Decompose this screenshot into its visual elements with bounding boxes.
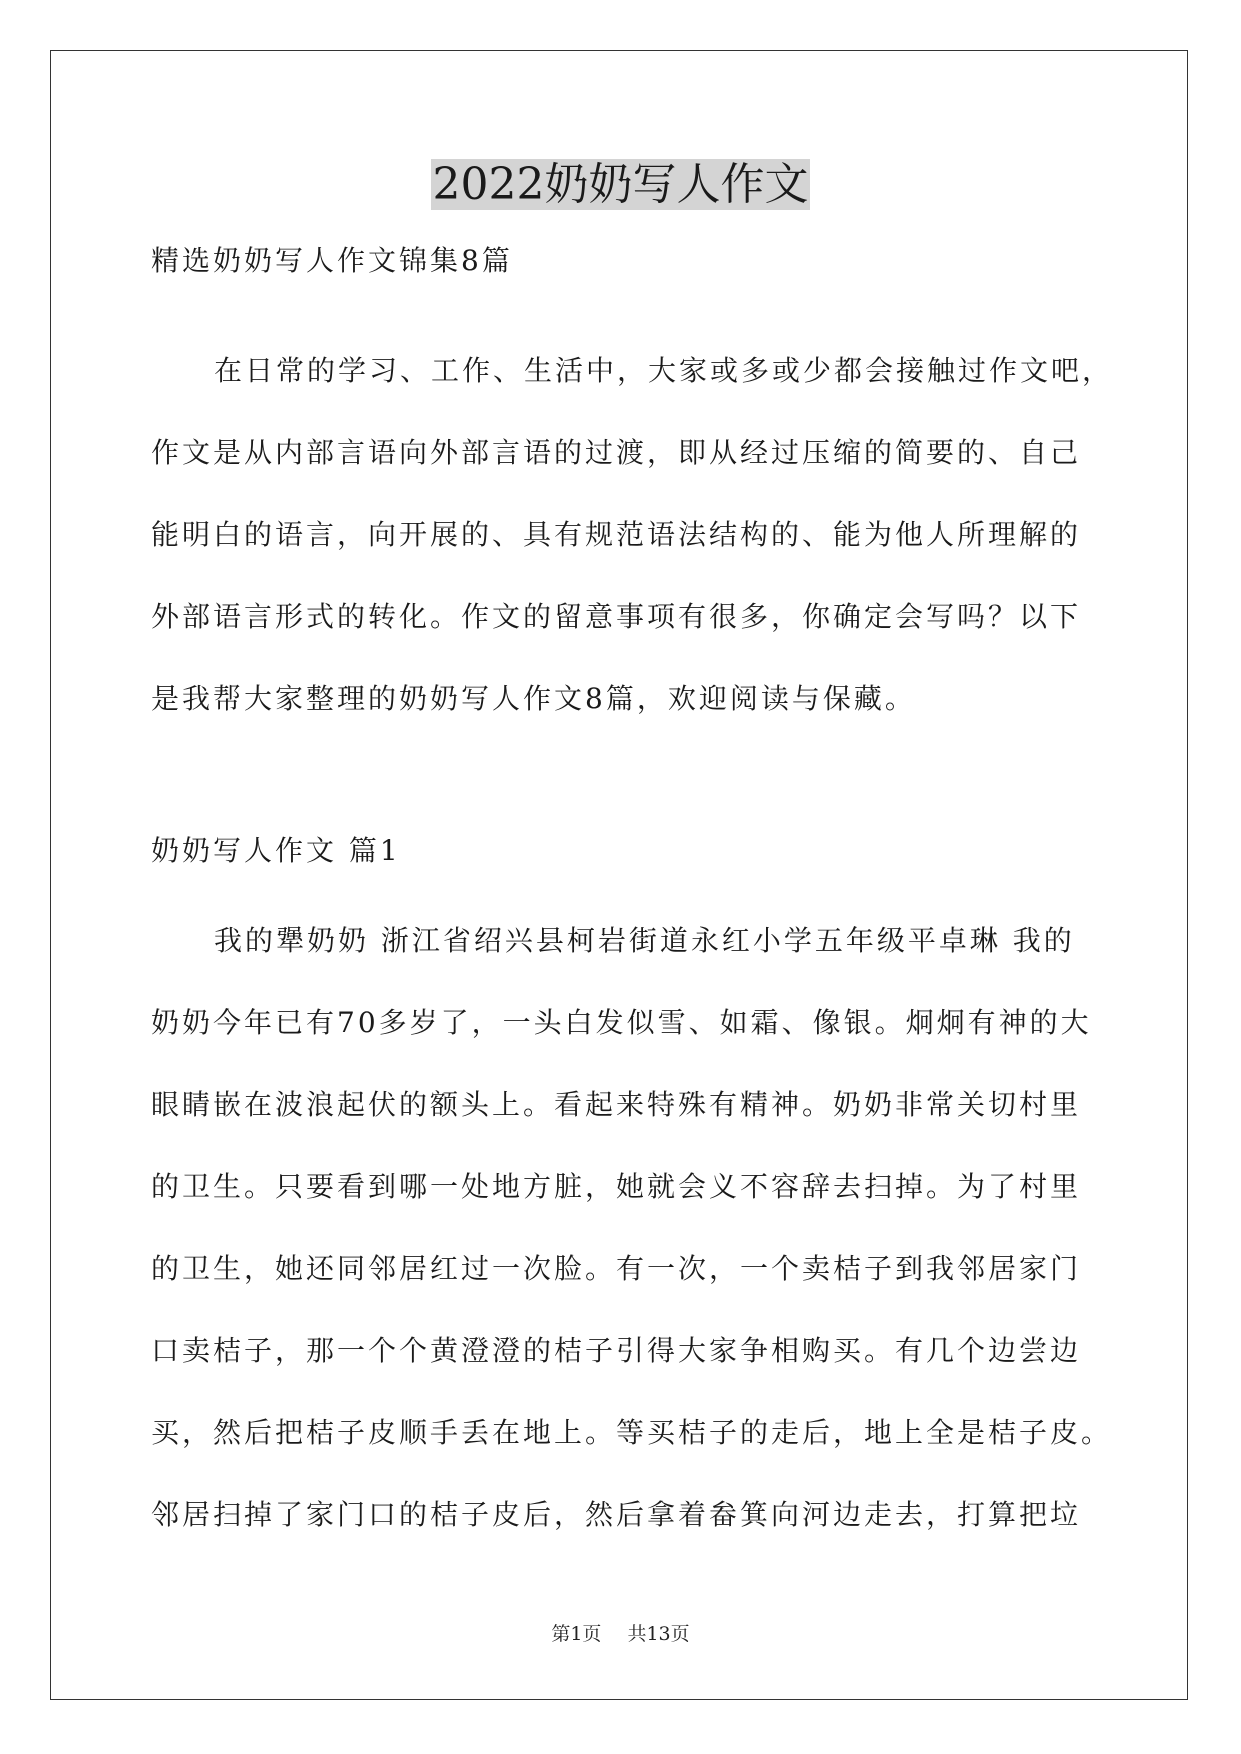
document-subtitle: 精选奶奶写人作文锦集8篇 [151,244,513,277]
paragraph-line: 是我帮大家整理的奶奶写人作文8篇，欢迎阅读与保藏。 [151,682,916,715]
section-heading: 奶奶写人作文 篇1 [151,834,401,867]
paragraph-line: 眼睛嵌在波浪起伏的额头上。看起来特殊有精神。奶奶非常关切村里 [151,1088,1082,1121]
document-title [0,154,1241,216]
paragraph-line: 邻居扫掉了家门口的桔子皮后，然后拿着畚箕向河边走去，打算把垃 [151,1498,1082,1531]
paragraph-line: 外部语言形式的转化。作文的留意事项有很多，你确定会写吗？以下 [151,600,1082,633]
section-paragraph [151,900,1113,1556]
paragraph-line: 在日常的学习、工作、生活中，大家或多或少都会接触过作文吧， [214,354,1114,387]
paragraph-line: 能明白的语言，向开展的、具有规范语法结构的、能为他人所理解的 [151,518,1082,551]
paragraph-line: 买，然后把桔子皮顺手丢在地上。等买桔子的走后，地上全是桔子皮。 [151,1416,1113,1449]
page-number-current: 第1页 [551,1623,602,1645]
page-footer [0,1620,1241,1648]
paragraph-line: 作文是从内部言语向外部言语的过渡，即从经过压缩的简要的、自己 [151,436,1082,469]
page-number-total: 共13页 [627,1623,690,1645]
paragraph-line: 口卖桔子，那一个个黄澄澄的桔子引得大家争相购买。有几个边尝边 [151,1334,1082,1367]
paragraph-line: 奶奶今年已有70多岁了，一头白发似雪、如霜、像银。炯炯有神的大 [151,1006,1092,1039]
paragraph-line: 的卫生，她还同邻居红过一次脸。有一次，一个卖桔子到我邻居家门 [151,1252,1082,1285]
document-title-text: 2022奶奶写人作文 [432,159,809,210]
paragraph-line: 我的犟奶奶 浙江省绍兴县柯岩街道永红小学五年级平卓琳 我的 [214,924,1075,957]
paragraph-line: 的卫生。只要看到哪一处地方脏，她就会义不容辞去扫掉。为了村里 [151,1170,1082,1203]
intro-paragraph [151,330,1114,740]
